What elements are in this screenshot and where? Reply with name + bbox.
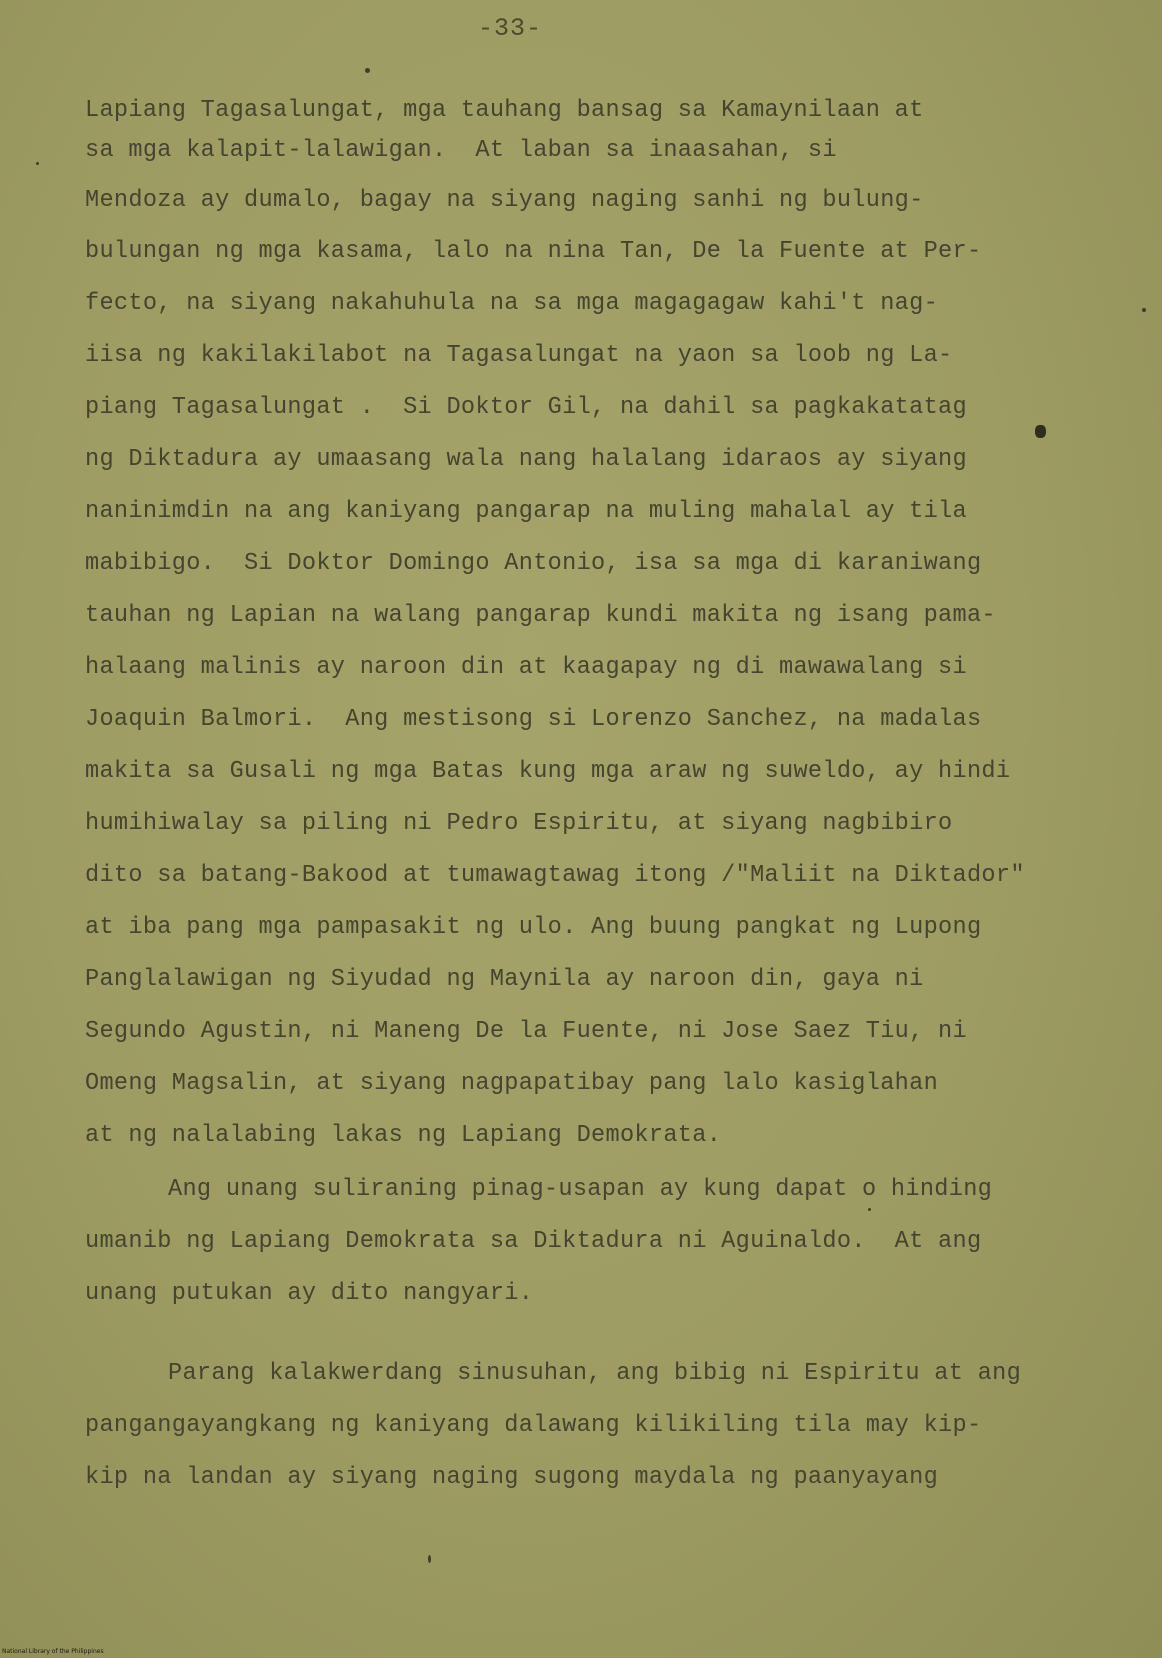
- text-line: iisa ng kakilakilabot na Tagasalungat na yaon sa loob ng La-: [85, 342, 953, 369]
- text-line: Parang kalakwerdang sinusuhan, ang bibig ni Espiritu at ang: [168, 1360, 1022, 1387]
- archive-footer: National Library of the Philippines: [2, 1648, 104, 1655]
- text-line: Lapiang Tagasalungat, mga tauhang bansag sa Kamaynilaan at: [85, 97, 924, 124]
- text-line: umanib ng Lapiang Demokrata sa Diktadura ni Aguinaldo. At ang: [85, 1228, 982, 1255]
- text-line: unang putukan ay dito nangyari.: [85, 1280, 534, 1307]
- paper-speck: [36, 162, 39, 165]
- text-line: makita sa Gusali ng mga Batas kung mga araw ng suweldo, ay hindi: [85, 758, 1011, 785]
- page-number: -33-: [478, 14, 543, 43]
- paper-speck: [365, 68, 370, 73]
- text-line: ng Diktadura ay umaasang wala nang halalang idaraos ay siyang: [85, 446, 967, 473]
- text-line: at iba pang mga pampasakit ng ulo. Ang buung pangkat ng Lupong: [85, 914, 982, 941]
- text-line: fecto, na siyang nakahuhula na sa mga magagagaw kahi't nag-: [85, 290, 939, 317]
- text-line: Panglalawigan ng Siyudad ng Maynila ay naroon din, gaya ni: [85, 966, 924, 993]
- paper-speck: [428, 1555, 431, 1563]
- text-line: Joaquin Balmori. Ang mestisong si Lorenzo Sanchez, na madalas: [85, 706, 982, 733]
- text-line: bulungan ng mga kasama, lalo na nina Tan, De la Fuente at Per-: [85, 238, 982, 265]
- paper-speck: [1142, 308, 1146, 312]
- text-line: Omeng Magsalin, at siyang nagpapatibay pang lalo kasiglahan: [85, 1070, 939, 1097]
- text-line: piang Tagasalungat . Si Doktor Gil, na dahil sa pagkakatatag: [85, 394, 967, 421]
- text-line: halaang malinis ay naroon din at kaagapay ng di mawawalang si: [85, 654, 967, 681]
- paper-speck: [868, 1208, 871, 1211]
- text-line: at ng nalalabing lakas ng Lapiang Demokrata.: [85, 1122, 722, 1149]
- text-line: Ang unang suliraning pinag-usapan ay kung dapat o hinding: [168, 1176, 993, 1203]
- text-line: Segundo Agustin, ni Maneng De la Fuente, ni Jose Saez Tiu, ni: [85, 1018, 967, 1045]
- text-line: tauhan ng Lapian na walang pangarap kundi makita ng isang pama-: [85, 602, 996, 629]
- text-line: sa mga kalapit-lalawigan. At laban sa inaasahan, si: [85, 137, 837, 164]
- text-line: mabibigo. Si Doktor Domingo Antonio, isa sa mga di karaniwang: [85, 550, 982, 577]
- text-line: dito sa batang-Bakood at tumawagtawag itong /"Maliit na Diktador": [85, 862, 1025, 889]
- text-line: kip na landan ay siyang naging sugong maydala ng paanyayang: [85, 1464, 939, 1491]
- text-line: humihiwalay sa piling ni Pedro Espiritu, at siyang nagbibiro: [85, 810, 953, 837]
- ink-blot: [1035, 425, 1046, 438]
- text-line: naninimdin na ang kaniyang pangarap na muling mahalal ay tila: [85, 498, 967, 525]
- text-line: pangangayangkang ng kaniyang dalawang kilikiling tila may kip-: [85, 1412, 982, 1439]
- text-line: Mendoza ay dumalo, bagay na siyang naging sanhi ng bulung-: [85, 187, 924, 214]
